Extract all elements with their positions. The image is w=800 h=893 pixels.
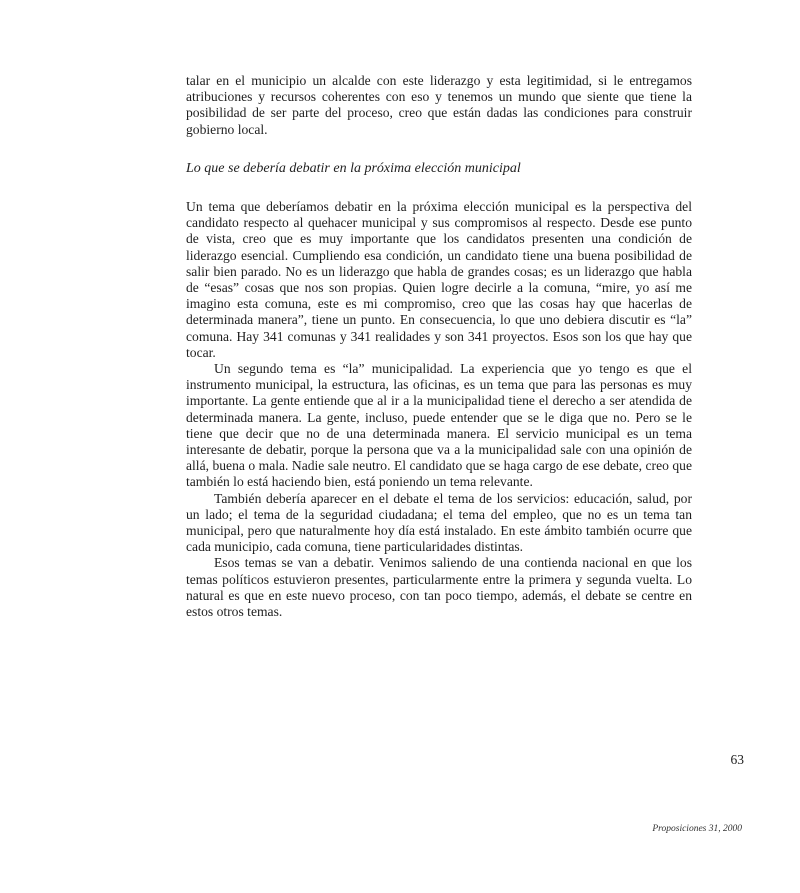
footer-citation: Proposiciones 31, 2000 [652, 824, 742, 834]
paragraph-3: También debería aparecer en el debate el tema de los servicios: educación, salud, por un lado; el tema de la seguridad ciudadana; el tema del empleo, que no es un tema tan municipal, pero que naturalmente hoy día está instalado. En este ámbito también ocurre que cada municipio, cada comuna, tiene particularidades distintas. [186, 490, 692, 555]
intro-paragraph-block [186, 73, 692, 138]
section-heading: Lo que se debería debatir en la próxima elección municipal [186, 161, 521, 176]
body-text [186, 199, 692, 620]
paragraph-2: Un segundo tema es “la” municipalidad. La experiencia que yo tengo es que el instrumento municipal, la estructura, las oficinas, es un tema que para las personas es muy importante. La gente entiende que al ir a la municipalidad tiene el derecho a ser atendida de determinada manera. La gente, incluso, puede entender que se le diga que no. Pero se le tiene que decir que no de una determinada manera. El servicio municipal es un tema interesante de debatir, porque la persona que va a la municipalidad sale con una opinión de allá, buena o mala. Nadie sale neutro. El candidato que se haga cargo de ese debate, creo que también lo está haciendo bien, está poniendo un tema relevante. [186, 361, 692, 490]
paragraph-4: Esos temas se van a debatir. Venimos saliendo de una contienda nacional en que los temas políticos estuvieron presentes, particularmente entre la primera y segunda vuelta. Lo natural es que en este nuevo proceso, con tan poco tiempo, además, el debate se centre en estos otros temas. [186, 555, 692, 620]
intro-paragraph: talar en el municipio un alcalde con este liderazgo y esta legitimidad, si le entregamos atribuciones y recursos coherentes con eso y tenemos un mundo que siente que tiene la posibilidad de ser parte del proceso, creo que están dadas las condiciones para construir gobierno local. [186, 73, 692, 137]
paragraph-1: Un tema que deberíamos debatir en la próxima elección municipal es la perspectiva del candidato respecto al quehacer municipal y sus compromisos al respecto. Desde ese punto de vista, creo que es muy importante que los candidatos presenten una condición de liderazgo esencial. Cumpliendo esa condición, un candidato tiene una buena posibilidad de salir bien parado. No es un liderazgo que habla de grandes cosas; es un liderazgo que habla de “esas” cosas que nos son propias. Quien logre decirle a la comuna, “mire, yo así me imagino esta comuna, este es mi compromiso, creo que las cosas hay que hacerlas de determinada manera”, tiene un punto. En consecuencia, lo que uno debiera discutir es “la” comuna. Hay 341 comunas y 341 realidades y son 341 proyectos. Esos son los que hay que tocar. [186, 199, 692, 360]
page-number: 63 [730, 752, 744, 767]
